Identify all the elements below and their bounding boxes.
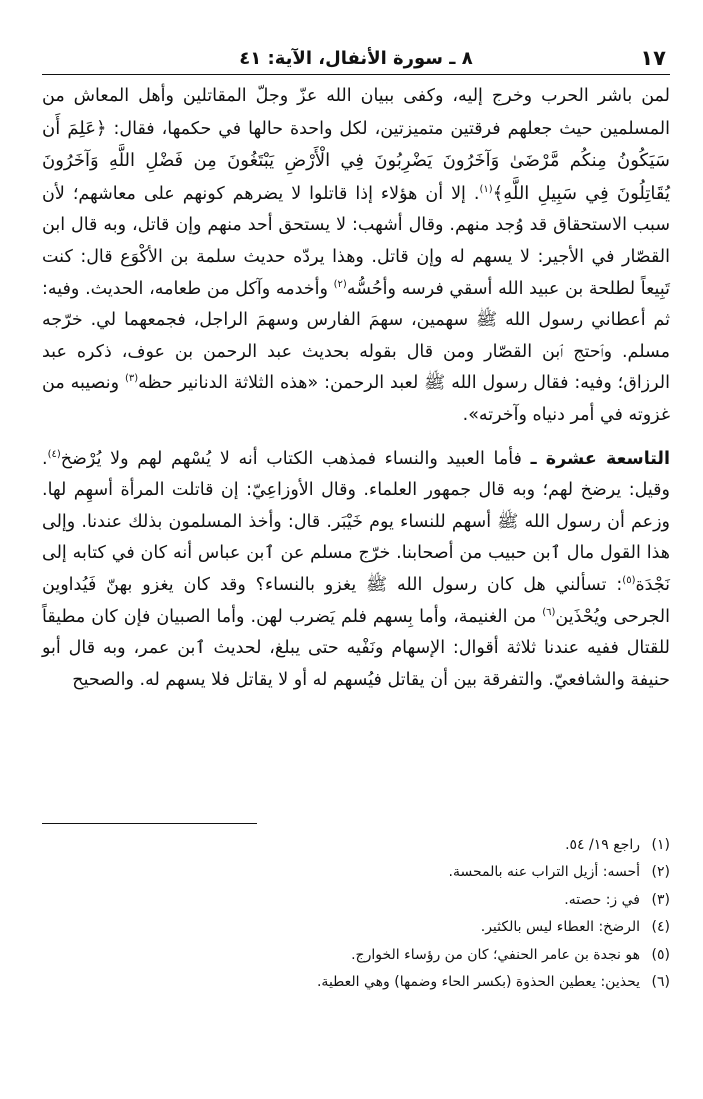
page-number: ١٧ <box>640 46 666 70</box>
paragraph-text: ونصيبه من غزوته في أمر دنياه وآخرته». <box>42 373 670 425</box>
paragraph-text: . إلا أن هؤلاء إذا قاتلوا لا يضرهم كونهم على معاشهم؛ لأن سبب الاستحقاق قد وُجد منهم. وقال أشهب: لا يستحق أحد منهم وإن قاتل، وبه قال ابن القصّار في الأجير: لا يسهم له وإن قاتل. وهذا يردّه حديث سلمة بن الأكْوَع قال: كنت تَبِيعاً لطلحة بن عبيد الله أسقي فرسه وأحُسُّه <box>42 183 670 299</box>
section-lead: التاسعة عشرة ـ <box>530 448 670 469</box>
footnote-ref-1: (١) <box>479 183 493 195</box>
body-paragraph-1 <box>42 81 670 432</box>
footnotes-list <box>42 832 670 996</box>
paragraph-text: فأما العبيد والنساء فمذهب الكتاب أنه لا يُسْهم لهم ولا يُرْضخ <box>60 448 522 469</box>
footnote-ref-4: (٤) <box>47 448 61 460</box>
footnote-ref-5: (٥) <box>622 575 636 587</box>
body-paragraph-2 <box>42 444 670 697</box>
paragraph-text: لمن باشر الحرب وخرج إليه، وكفى ببيان الله عزّ وجلّ المقاتلين وأهل المعاش من المسلمين حيث جعلهم فرقتين متميزتين، لكل واحدة حالها في حكمها، فقال: <box>42 86 670 139</box>
footnote-text: الرضخ: العطاء ليس بالكثير. <box>480 919 640 936</box>
footnote-item <box>42 969 670 996</box>
footnote-number: (٦) <box>651 974 670 991</box>
footnote-divider <box>42 823 257 824</box>
paragraph-text: . وقيل: يرضخ لهم؛ وبه قال جمهور العلماء. وقال الأوزاعِيّ: إن قاتلت المرأة أسهِم لها. وزعم أن رسول الله ﷺ أسهم للنساء يوم خَيْبَر. قال: وأخذ المسلمون بذلك عندنا. وإلى هذا القول مال ٱبن حبيب من أصحابنا. خرّج مسلم عن ٱبن عباس أنه كان في كتابه إلى نَجْدَة <box>42 448 670 595</box>
footnote-text: راجع ١٩/ ٥٤. <box>565 837 640 853</box>
book-page <box>42 40 670 1060</box>
footnote-text: في ز: حصته. <box>564 891 640 908</box>
footnote-item <box>42 859 670 886</box>
footnote-text: أحسه: أزيل التراب عنه بالمحسة. <box>448 864 640 881</box>
paragraph-text: وأخدمه وآكل من طعامه، الحديث. وفيه: ثم أعطاني رسول الله ﷺ سهمين، سهمَ الفارس وسهمَ الراجل، فجمعهما لي. خرّجه مسلم. وٱحتج ٱبن القصّار ومن قال بقوله بحديث عبد الرحمن بن عوف، ذكره عبد الرزاق؛ وفيه: فقال رسول الله ﷺ لعبد الرحمن: «هذه الثلاثة الدنانير حظه <box>42 278 670 394</box>
footnote-text: يحذين: يعطين الحذوة (بكسر الحاء وضمها) وهي العطية. <box>316 974 640 991</box>
footnote-item <box>42 887 670 914</box>
quran-verse: ﴿عَلِمَ أَن سَيَكُونُ مِنكُم مَّرْضَىٰ وَآخَرُونَ يَضْرِبُونَ فِي الْأَرْضِ يَبْتَغُونَ مِن فَضْلِ اللَّهِ وَآخَرُونَ يُقَاتِلُونَ فِي سَبِيلِ اللَّهِ﴾ <box>42 117 670 204</box>
footnote-item <box>42 832 670 859</box>
footnote-number: (١) <box>651 837 670 853</box>
footnote-item <box>42 942 670 969</box>
footnote-number: (٥) <box>651 946 670 963</box>
footnote-ref-6: (٦) <box>542 606 556 618</box>
surah-header-title: ٨ ـ سورة الأنفال، الآية: ٤١ <box>239 48 473 69</box>
running-header <box>42 40 670 75</box>
paragraph-text: : تسألني هل كان رسول الله ﷺ يغزو بالنساء؟ وقد كان يغزو بهنّ فَيُداوين الجرحى ويُحْذَين <box>42 574 670 627</box>
footnote-number: (٣) <box>651 891 670 908</box>
paragraph-text: من الغنيمة، وأما بِسهم فلم يَضرب لهن. وأما الصبيان فإن كان مطيقاً للقتال ففيه عندنا ثلاثة أقوال: الإسهام ونَفْيه حتى يبلغ، لحديث ٱبن عمر، وبه قال أبو حنيفة والشافعيّ. والتفرقة بين أن يقاتل فيُسهم له أو لا يقاتل فلا يسهم له. والصحيح <box>42 606 670 690</box>
footnote-text: هو نجدة بن عامر الحنفي؛ كان من رؤساء الخوارج. <box>351 946 640 963</box>
footnote-ref-2: (٢) <box>333 278 347 290</box>
footnote-ref-3: (٣) <box>124 373 139 385</box>
footnote-item <box>42 914 670 941</box>
footnote-number: (٢) <box>651 864 670 881</box>
footnote-number: (٤) <box>651 919 670 936</box>
